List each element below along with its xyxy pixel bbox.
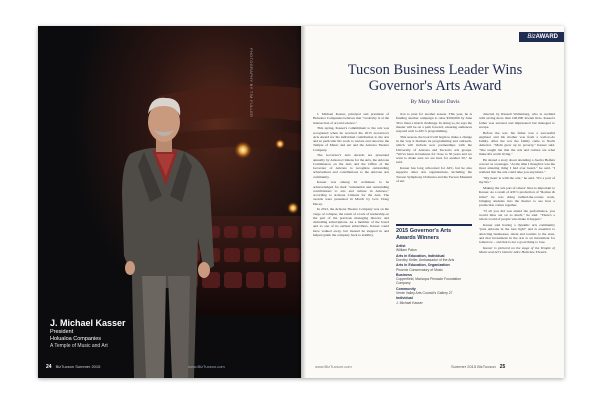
awards-sidebar [396,224,472,354]
award-item: Community Verde Valley Arts Council's Gallery 27 [396,286,453,296]
article-body [313,112,555,352]
caption-org: Holualoa Companies [50,336,102,342]
column-1 [313,112,389,352]
paragraph: This season, the board will begin to make a change in the way it markets its programming and outreach, which will include new partnerships with the University of Arizona and Tucson's arts groups. "We've been in business for close to 50 years and we want to make sure we are here for another 50," he said. [396,134,472,165]
paragraph: Making the arts part of others' lives is important to Kasser. As a result of ATC's production of "Romeo & Juliet" he was doing behind-the-scenes work, bringing students into the theater to see how a production comes together. [479,186,555,207]
byline: By Mary Minor Davis [410,99,460,105]
magazine-spread [38,26,564,378]
paragraph: Before the war, his father was a successful engineer and his mother was from a well-to-do family. After the war the family came to North America. "Mom grew up in poverty," Kasser said. "She taught me that the arts and culture are what make life worth living." [479,130,555,156]
award-item: Individual J. Michael Kasser [396,296,423,305]
website-left[interactable]: www.BizTucson.com [188,364,225,369]
award-item: Artist William Paton [396,244,417,253]
photo-caption [50,318,126,350]
paragraph: In 2012, the Arizona Theatre Company was on the verge of collapse, the result of a lack of leadership on the part of the previous managing director and dwindling subscriptions. As a member of the board and as one of its earliest subscribers, Kasser could have walked away, but instead he stepped in and helped guide the company back to stability. [313,207,389,237]
paragraph: "My heart is with the arts," he said. "It's a part of my life." [479,176,555,185]
folio-right [451,364,505,370]
awards-list [396,244,472,305]
award-item: Arts in Education, Organization Phoenix Conservatory of Music [396,263,450,272]
awards-heading: 2015 Governor's Arts Awards Winners [396,228,452,241]
left-page [38,26,301,378]
section-tab: BizAWARD [519,32,564,42]
photo-note: Kasser is pictured on the stage of the Temple of Music and Art's historic Alice Holsclaw Theatre. [479,245,555,254]
paragraph: The Governor's Arts Awards are presented annually by Arizona Citizens for the Arts, the Arizona Commission on the Arts and the Office of the Governor of Arizona to recognize outstanding achievement and contributions to the Arizona arts community. [313,153,389,179]
paragraph: directed by Russell Wallenberg, who is credited with saving more than 100,000 Jewish lives. Kasser's father was arrested and imprisoned but managed to escape. [479,112,555,129]
website-right[interactable]: www.BizTucson.com [315,364,352,369]
magazine-name-left: BizTucson [55,364,75,369]
issue-left: Summer 2015 [75,364,101,369]
page-number-left: 24 [46,364,52,370]
award-item: Business Copperfield, Maricopa Pinnacle Foundation Company [396,272,462,286]
paragraph: tion to plan for another season. This year, he is funding another campaign to raise $500,000 by June 30 to meet a match challenge. In doing so, he says the theater will be on a path forward, ensuring audiences respond well to ATC's programming. [396,112,472,133]
magazine-name-right: BizTucson [477,364,496,369]
paragraph: J. Michael Kasser, principal and president of Holualoa Companies believes that "creativity is at the intersection of art and science." [313,112,389,125]
caption-name: J. Michael Kasser [50,318,126,328]
issue-right: Summer 2015 [451,364,477,369]
page-gutter [296,26,306,378]
paragraph: Kasser has long advocated for ATC, but he also supports other arts organizations, including the Tucson Symphony Orchestra and the Tucson Museum of Art. [396,166,472,183]
stage-light-icon [234,141,252,159]
right-page [301,26,564,378]
headline: Tucson Business Leader Wins Governor's Arts Award [347,62,523,94]
paragraph: Kasser said having a dynamic arts community "puts Arizona in the best light" and is essential to attracting businesses, talent and tourists to the state, and that investment in the arts is an investment for tomorrow – and that is not a good thing to lose. [479,223,555,244]
photo-credit: PHOTOGRAPHY BY TIM FULLER [249,48,254,118]
award-item: Arts in Education, Individual Dorothy Keller, Ambassador of the Arts [396,253,455,263]
caption-subtitle: A Temple of Music and Art [50,343,108,349]
paragraph: He shared a story about attending a Jascha Heifetz concert as a teenager. "At the time I thought it was the most amazing thing I had ever heard," he said. "I realized that the arts could take you anywhere." [479,157,555,175]
page-number-right: 25 [499,364,506,370]
caption-title: President [50,329,74,335]
paragraph: Kasser was among 61 nominees to be acknowledged for their "substantial and outstanding contributions to arts and culture in Arizona," according to Arizona Citizens for the Arts. The awards were presented in March by Gov. Doug Ducey. [313,180,389,206]
column-3 [479,112,555,352]
folio-left [46,364,100,370]
paragraph: This spring, Kasser's commitment to the arts was recognized when he received the 2015 Governor's Arts Award for his individual contribution to the arts and in particular his work to restore and renovate the Temple of Music and Art and the Arizona Theatre Company. [313,126,389,152]
paragraph: "If all you did was attend the performance, you would miss out on so much," he said. "There's a whole world of people who make it happen." [479,208,555,222]
